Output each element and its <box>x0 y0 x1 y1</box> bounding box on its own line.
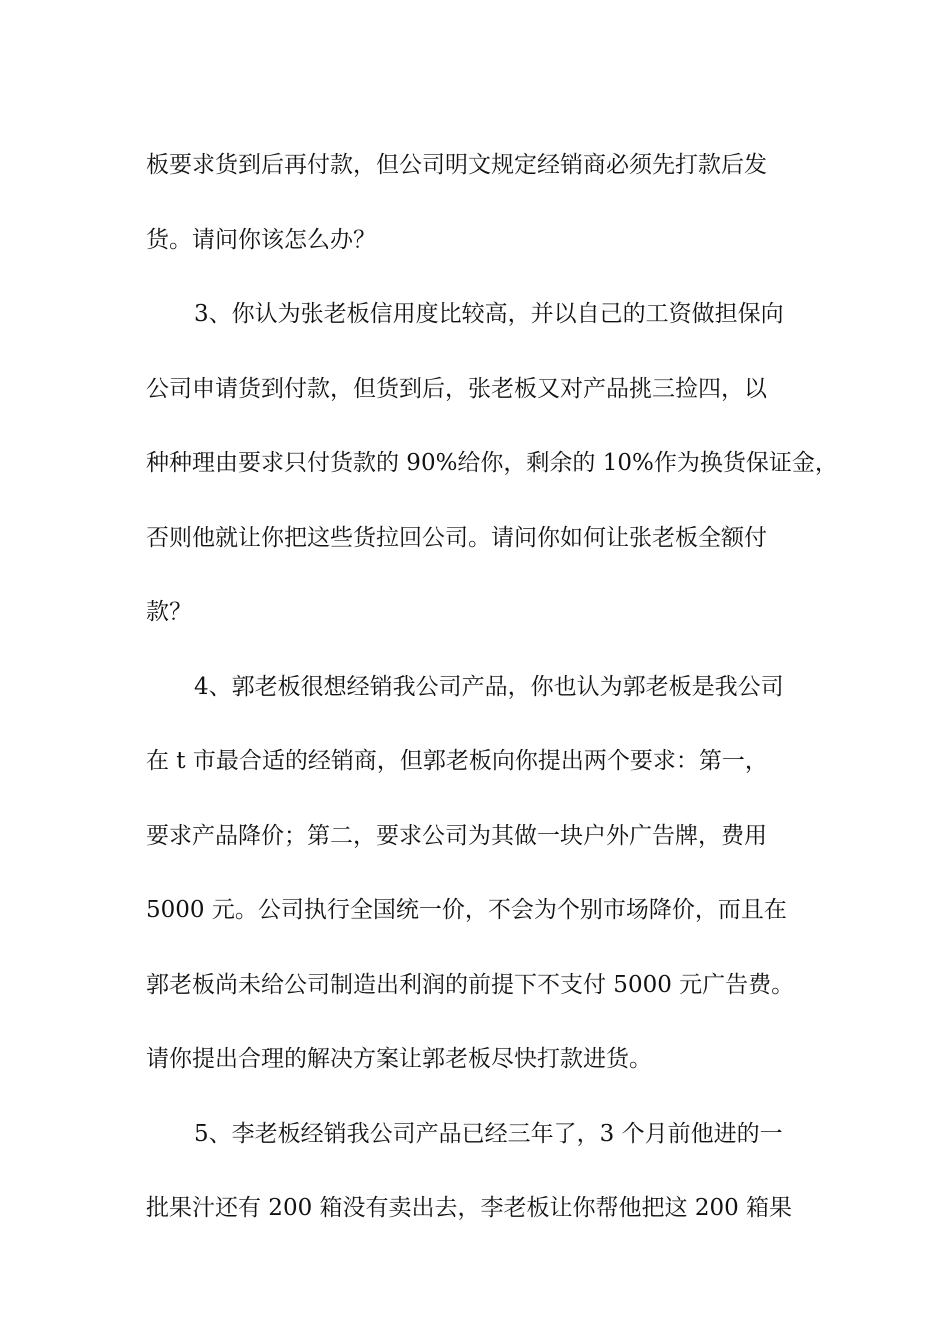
text-line-10: 要求产品降价；第二，要求公司为其做一块户外广告牌，费用 <box>146 822 767 849</box>
text-line-1: 板要求货到后再付款，但公司明文规定经销商必须先打款后发 <box>146 152 767 178</box>
document-body <box>146 128 838 1246</box>
text-line-8: 4、郭老板很想经销我公司产品，你也认为郭老板是我公司 <box>194 673 784 700</box>
text-line-7: 款？ <box>146 599 192 625</box>
text-line-12: 郭老板尚未给公司制造出利润的前提下不支付 5000 元广告费。 <box>146 971 795 998</box>
text-line-6: 否则他就让你把这些货拉回公司。请问你如何让张老板全额付 <box>146 524 767 551</box>
text-line-13: 请你提出合理的解决方案让郭老板尽快打款进货。 <box>146 1046 652 1072</box>
text-line-5: 种种理由要求只付货款的 90%给你，剩余的 10%作为换货保证金， <box>146 450 838 476</box>
text-line-11: 5000 元。公司执行全国统一价，不会为个别市场降价，而且在 <box>146 897 787 923</box>
text-line-3: 3、你认为张老板信用度比较高，并以自己的工资做担保向 <box>194 301 784 327</box>
text-line-9: 在 t 市最合适的经销商，但郭老板向你提出两个要求：第一， <box>146 748 768 774</box>
text-line-14: 5、李老板经销我公司产品已经三年了，3 个月前他进的一 <box>194 1120 783 1147</box>
text-line-4: 公司申请货到付款，但货到后，张老板又对产品挑三捡四，以 <box>146 375 767 402</box>
text-line-15: 批果汁还有 200 箱没有卖出去，李老板让你帮他把这 200 箱果 <box>146 1195 793 1221</box>
text-line-2: 货。请问你该怎么办？ <box>146 226 376 253</box>
